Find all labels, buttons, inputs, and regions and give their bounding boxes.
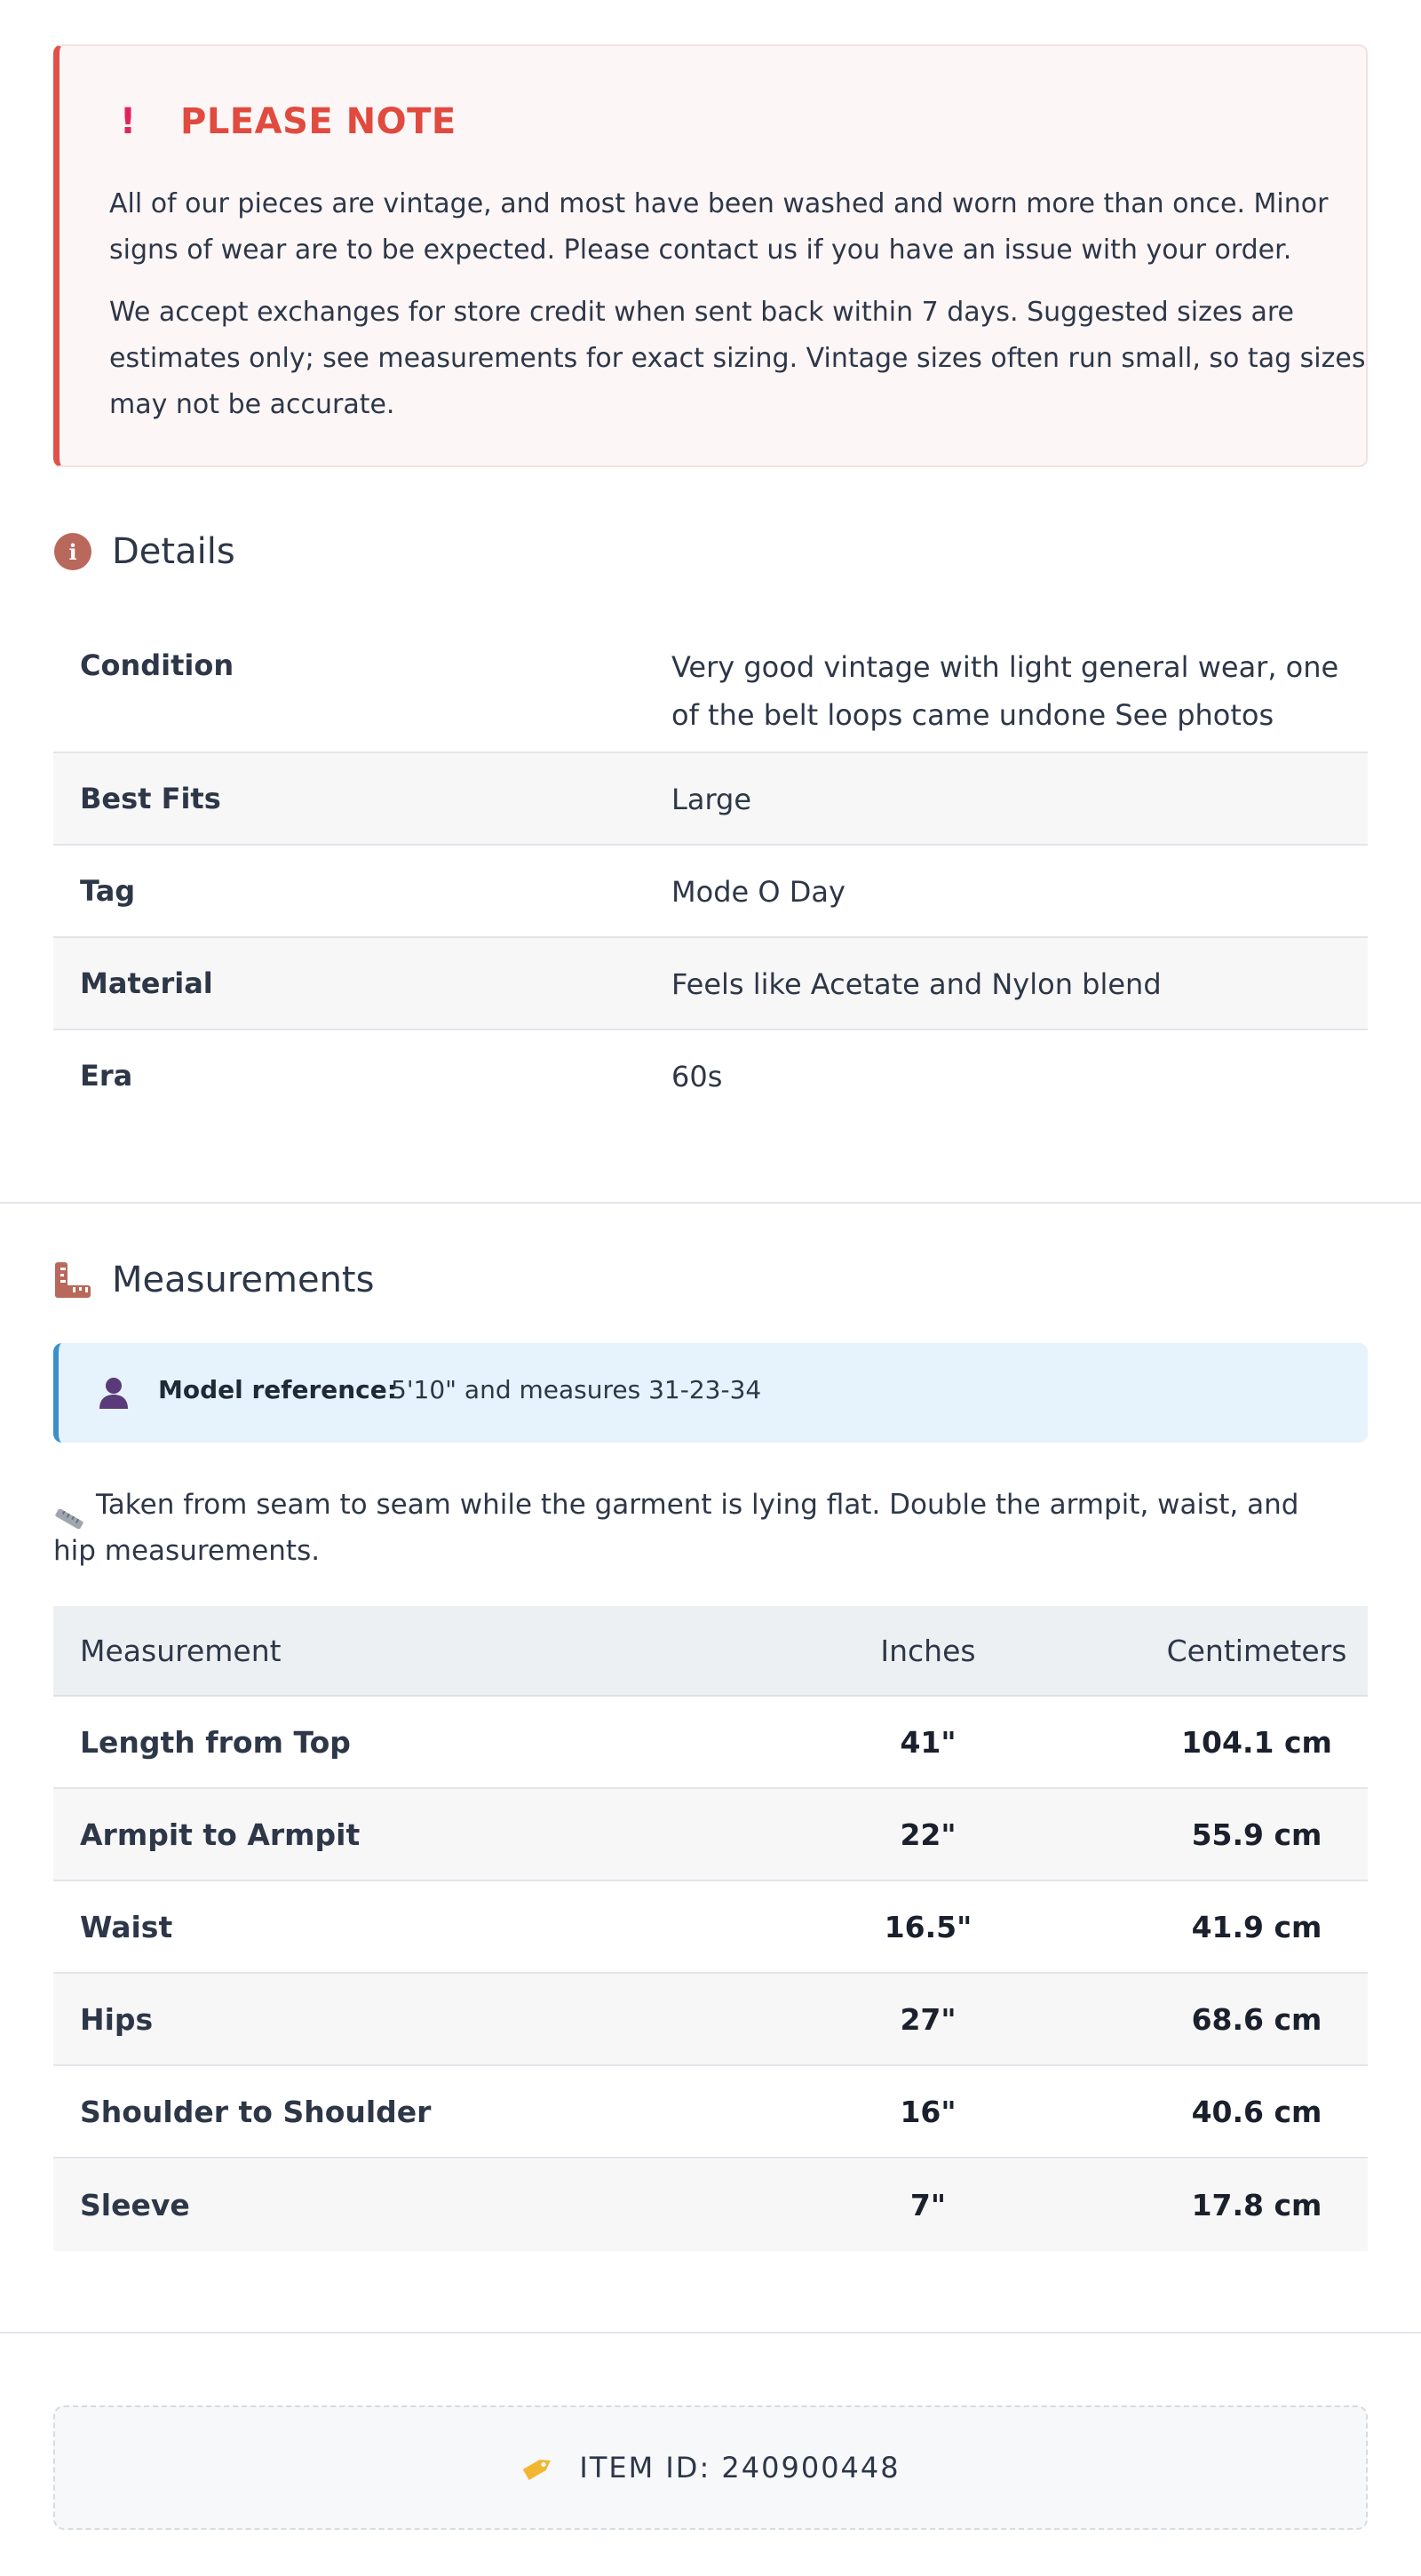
details-table — [53, 595, 1368, 1123]
please-note-box — [53, 44, 1368, 467]
measurement-inches: 7" — [909, 2187, 947, 2222]
measurement-cm: 17.8 cm — [1191, 2187, 1322, 2222]
measurement-note — [53, 1482, 1350, 1574]
table-row — [53, 1881, 1368, 1974]
notice-paragraph: All of our pieces are vintage, and most have been washed and worn more than once. Minor signs of wear are to be expected. Please contact us if you have an issue with your order. — [109, 188, 1329, 266]
table-row — [53, 938, 1368, 1030]
detail-label: Material — [80, 966, 213, 1000]
item-id-box — [53, 2405, 1368, 2530]
measurement-name: Length from Top — [80, 1724, 351, 1760]
detail-label: Best Fits — [80, 782, 221, 815]
model-reference-box — [53, 1343, 1368, 1443]
measurements-table — [53, 1606, 1368, 2251]
tag-icon — [520, 2453, 556, 2483]
detail-value: 60s — [671, 1060, 723, 1093]
notice-title: PLEASE NOTE — [180, 101, 456, 142]
exclamation-icon: ! — [119, 101, 137, 142]
measurement-cm: 40.6 cm — [1191, 2094, 1322, 2129]
measurement-note-text: Taken from seam to seam while the garment is lying flat. Double the armpit, waist, and hip measurements. — [53, 1489, 1299, 1567]
column-header: Inches — [880, 1633, 976, 1668]
detail-value: Feels like Acetate and Nylon blend — [671, 967, 1162, 1001]
measurement-name: Sleeve — [80, 2187, 190, 2222]
table-row — [53, 2066, 1368, 2159]
detail-label: Tag — [80, 874, 136, 908]
detail-value: Mode O Day — [671, 875, 845, 909]
measurement-name: Hips — [80, 2001, 154, 2037]
notice-paragraph: We accept exchanges for store credit when sent back within 7 days. Suggested sizes are estimates only; see measurements for exact sizing. Vintage sizes often run small, so tag sizes may not be accurate. — [109, 297, 1366, 420]
section-divider — [0, 2332, 1421, 2334]
detail-label: Condition — [80, 648, 234, 682]
column-header: Centimeters — [1166, 1633, 1347, 1668]
measurement-inches: 41" — [900, 1724, 957, 1760]
measurement-name: Armpit to Armpit — [80, 1817, 361, 1852]
measurement-inches: 27" — [900, 2001, 957, 2037]
detail-value: Very good vintage with light general wear, one of the belt loops came undone See photos — [671, 650, 1339, 732]
measurement-cm: 55.9 cm — [1191, 1817, 1322, 1852]
ruler-icon — [53, 1260, 92, 1300]
measurement-cm: 104.1 cm — [1181, 1724, 1332, 1760]
column-header: Measurement — [80, 1633, 282, 1668]
measurement-name: Waist — [80, 1909, 173, 1944]
detail-value: Large — [671, 783, 752, 816]
measurements-title: Measurements — [112, 1260, 375, 1300]
table-row — [53, 2159, 1368, 2251]
section-divider — [0, 1202, 1421, 1204]
measurement-inches: 16" — [900, 2094, 957, 2129]
measurement-inches: 22" — [900, 1817, 957, 1852]
table-row — [53, 1789, 1368, 1881]
measurement-name: Shoulder to Shoulder — [80, 2094, 432, 2129]
detail-label: Era — [80, 1059, 133, 1093]
details-heading — [53, 531, 235, 572]
model-reference-label: Model reference: — [158, 1375, 397, 1404]
table-row — [53, 846, 1368, 938]
table-row — [53, 1030, 1368, 1123]
notice-header — [113, 101, 456, 142]
table-row — [53, 753, 1368, 846]
item-id: ITEM ID: 240900448 — [579, 2451, 901, 2485]
measurement-inches: 16.5" — [884, 1909, 972, 1944]
ruler-icon — [53, 1497, 85, 1516]
table-row — [53, 595, 1368, 753]
details-title: Details — [112, 531, 235, 572]
table-row — [53, 1974, 1368, 2066]
measurements-heading — [53, 1260, 374, 1300]
measurement-cm: 68.6 cm — [1191, 2001, 1322, 2037]
info-icon: i — [53, 532, 92, 571]
table-header — [53, 1606, 1368, 1697]
table-row — [53, 1697, 1368, 1789]
model-reference-value: 5'10" and measures 31-23-34 — [391, 1375, 762, 1404]
person-icon — [96, 1375, 131, 1411]
measurement-cm: 41.9 cm — [1191, 1909, 1322, 1944]
